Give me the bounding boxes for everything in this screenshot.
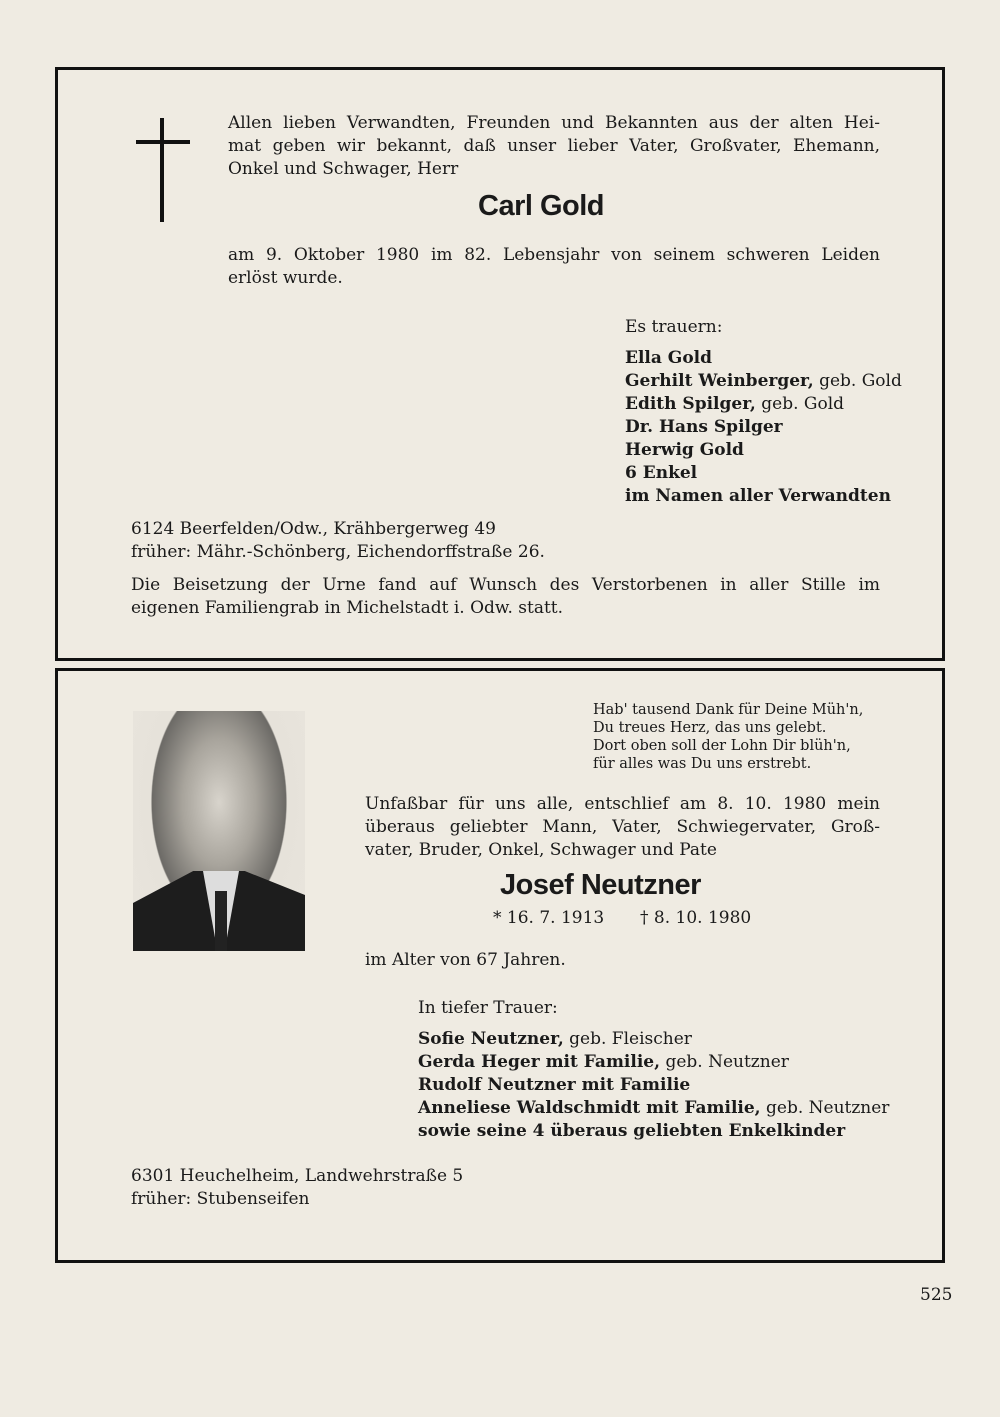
mourner-name: Anneliese Waldschmidt mit Familie,: [418, 1098, 761, 1118]
burial-line: eigenen Familiengrab in Michelstadt i. Odw. statt.: [131, 598, 564, 618]
intro-line: vater, Bruder, Onkel, Schwager und Pate: [365, 840, 717, 860]
mourner-name: Gerda Heger mit Familie,: [418, 1052, 661, 1072]
intro-line: überaus geliebter Mann, Vater, Schwiegervater, Groß-: [365, 817, 880, 837]
mourners-list: [625, 316, 902, 508]
mourner-name: Ella Gold: [625, 348, 713, 368]
mourner-suffix: geb. Neutzner: [760, 1098, 890, 1118]
mourner-name: sowie seine 4 überaus geliebten Enkelkinder: [418, 1121, 846, 1141]
mourner-suffix: geb. Fleischer: [563, 1029, 692, 1049]
poem-line: Dort oben soll der Lohn Dir blüh'n,: [593, 738, 851, 754]
intro-line: Unfaßbar für uns alle, entschlief am 8. 10. 1980 mein: [365, 794, 880, 814]
death-line: erlöst wurde.: [228, 268, 343, 288]
deceased-name: Josef Neutzner: [500, 869, 701, 901]
death-line: am 9. Oktober 1980 im 82. Lebensjahr von seinem schweren Leiden: [228, 245, 880, 265]
death-date: † 8. 10. 1980: [640, 908, 752, 928]
mourner-name: Gerhilt Weinberger,: [625, 371, 814, 391]
mourners-list: [418, 997, 889, 1143]
obituary-josef-neutzner: [55, 668, 945, 1263]
address-line: früher: Stubenseifen: [131, 1189, 310, 1209]
mourner-suffix: geb. Gold: [755, 394, 845, 414]
address-line: früher: Mähr.-Schönberg, Eichendorffstraße 26.: [131, 542, 545, 562]
intro-line: mat geben wir bekannt, daß unser lieber Vater, Großvater, Ehemann,: [228, 136, 880, 156]
mourners-heading: In tiefer Trauer:: [418, 998, 558, 1018]
mourner-name: Rudolf Neutzner mit Familie: [418, 1075, 691, 1095]
mourners-heading: Es trauern:: [625, 317, 723, 337]
mourner-suffix: geb. Neutzner: [660, 1052, 789, 1072]
mourner-name: im Namen aller Verwandten: [625, 486, 891, 506]
mourner-name: Dr. Hans Spilger: [625, 417, 783, 437]
page-number: 525: [920, 1285, 953, 1305]
obituary-carl-gold: [55, 67, 945, 661]
age-line: im Alter von 67 Jahren.: [365, 950, 566, 970]
mourner-name: Edith Spilger,: [625, 394, 756, 414]
address-line: 6301 Heuchelheim, Landwehrstraße 5: [131, 1166, 464, 1186]
mourner-name: 6 Enkel: [625, 463, 698, 483]
poem-line: Du treues Herz, das uns gelebt.: [593, 720, 827, 736]
intro-line: Allen lieben Verwandten, Freunden und Bekannten aus der alten Hei-: [228, 113, 880, 133]
poem-line: für alles was Du uns erstrebt.: [593, 756, 812, 772]
intro-line: Onkel und Schwager, Herr: [228, 159, 459, 179]
mourner-name: Herwig Gold: [625, 440, 744, 460]
memorial-poem: [593, 701, 863, 773]
mourner-name: Sofie Neutzner,: [418, 1029, 564, 1049]
deceased-name: Carl Gold: [478, 190, 605, 222]
poem-line: Hab' tausend Dank für Deine Müh'n,: [593, 702, 864, 718]
address-line: 6124 Beerfelden/Odw., Krähbergerweg 49: [131, 519, 496, 539]
birth-date: * 16. 7. 1913: [493, 908, 605, 928]
burial-line: Die Beisetzung der Urne fand auf Wunsch des Verstorbenen in aller Stille im: [131, 575, 880, 595]
portrait-photo: [133, 711, 305, 951]
mourner-suffix: geb. Gold: [813, 371, 902, 391]
